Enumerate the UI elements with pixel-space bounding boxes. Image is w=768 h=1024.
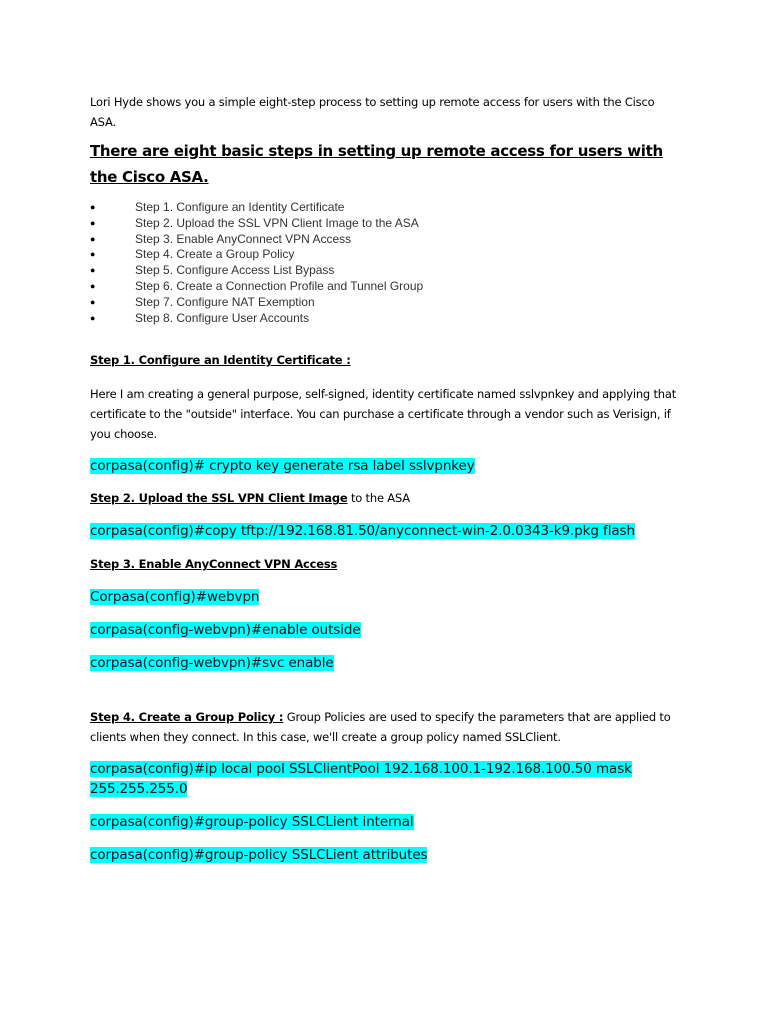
step3-title <box>90 554 680 574</box>
step1-body: Here I am creating a general purpose, self-signed, identity certificate named sslvpnkey and applying that certificate to the "outside" interface. You can purchase a certificate through a vendor such as Verisign, if you choose. <box>90 387 677 442</box>
list-item-text: Step 6. Create a Connection Profile and Tunnel Group <box>135 278 424 293</box>
bullet-icon: ● <box>90 217 96 228</box>
bullet-icon: ● <box>90 249 96 260</box>
step3-command-3 <box>90 653 680 673</box>
step1-command <box>90 456 680 476</box>
bullet-icon: ● <box>90 233 96 244</box>
list-item-text: Step 7. Configure NAT Exemption <box>135 294 315 309</box>
step4-command-1 <box>90 759 680 799</box>
list-item <box>90 279 680 295</box>
step3-command-1 <box>90 587 680 607</box>
step2-command-text: corpasa(config)#copy tftp://192.168.81.50/anyconnect-win-2.0.0343-k9.pkg flash <box>90 523 635 540</box>
steps-list <box>90 200 680 326</box>
main-heading: There are eight basic steps in setting up remote access for users with the Cisco ASA. <box>90 142 663 186</box>
bullet-icon: ● <box>90 296 96 307</box>
step4-title <box>90 707 680 747</box>
list-item <box>90 295 680 311</box>
list-item-text: Step 2. Upload the SSL VPN Client Image to the ASA <box>135 215 419 230</box>
step4-command-3 <box>90 845 680 865</box>
bullet-icon: ● <box>90 312 96 323</box>
step3-command-text: corpasa(config-webvpn)#svc enable <box>90 655 334 672</box>
step2-title-suffix: to the ASA <box>347 491 410 506</box>
step3-command-text: Corpasa(config)#webvpn <box>90 589 260 606</box>
intro-paragraph: Lori Hyde shows you a simple eight-step process to setting up remote access for users with the Cisco ASA. <box>90 95 655 129</box>
step4-command-text: corpasa(config)#ip local pool SSLClientPool 192.168.100.1-192.168.100.50 mask 255.255.255.0 <box>90 761 632 798</box>
step4-body: Group Policies are used to specify the parameters that are applied to clients when they connect. In this case, we'll create a group policy named SSLClient. <box>90 710 671 745</box>
bullet-icon: ● <box>90 202 96 212</box>
step2-title <box>90 488 680 508</box>
list-item <box>90 216 680 232</box>
step4-command-text: corpasa(config)#group-policy SSLCLient internal <box>90 814 414 831</box>
step2-command <box>90 521 680 541</box>
step1-command-text: corpasa(config)# crypto key generate rsa label sslvpnkey <box>90 458 475 475</box>
list-item-text: Step 4. Create a Group Policy <box>135 247 295 262</box>
list-item-text: Step 5. Configure Access List Bypass <box>135 263 335 278</box>
step3-command-2 <box>90 620 680 640</box>
list-item <box>90 247 680 263</box>
step3-title-text: Step 3. Enable AnyConnect VPN Access <box>90 557 338 572</box>
list-item <box>90 311 680 327</box>
list-item-text: Step 8. Configure User Accounts <box>135 310 310 325</box>
step4-title-text: Step 4. Create a Group Policy : <box>90 710 284 725</box>
document-page <box>90 92 680 865</box>
step3-command-text: corpasa(config-webvpn)#enable outside <box>90 622 361 639</box>
list-item-text: Step 1. Configure an Identity Certificate <box>135 200 345 214</box>
bullet-icon: ● <box>90 265 96 276</box>
bullet-icon: ● <box>90 280 96 291</box>
step4-command-text: corpasa(config)#group-policy SSLCLient attributes <box>90 847 428 864</box>
step4-command-2 <box>90 812 680 832</box>
step1-title <box>90 350 680 370</box>
step2-title-text: Step 2. Upload the SSL VPN Client Image <box>90 491 348 506</box>
step1-title-text: Step 1. Configure an Identity Certificate : <box>90 353 351 368</box>
list-item <box>90 232 680 248</box>
list-item <box>90 200 680 216</box>
list-item <box>90 263 680 279</box>
list-item-text: Step 3. Enable AnyConnect VPN Access <box>135 231 352 246</box>
